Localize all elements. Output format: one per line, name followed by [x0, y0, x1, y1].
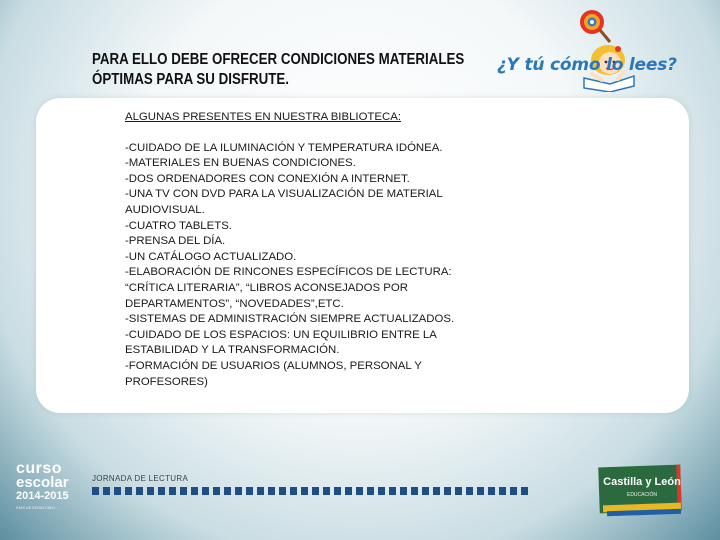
facilities-list — [125, 141, 485, 391]
list-item: -PRENSA DEL DÍA. — [125, 235, 226, 248]
school-year-logo-years: 2014-2015 — [16, 490, 69, 502]
school-year-logo-small: KMKUEGRADOMO... — [16, 505, 60, 510]
school-year-logo — [16, 462, 76, 513]
list-item: -ELABORACIÓN DE RINCONES ESPECÍFICOS DE LECTURA: “CRÍTICA LITERARIA”, “LIBROS ACONSEJADOS POR DEPARTAMENTOS”, “NOVEDADES”,ETC. — [125, 266, 452, 310]
slide-title-line-2: ÓPTIMAS PARA SU DISFRUTE. — [92, 71, 290, 88]
list-item: -CUIDADO DE LOS ESPACIOS: UN EQUILIBRIO ENTRE LA ESTABILIDAD Y LA TRANSFORMACIÓN. — [125, 328, 437, 357]
tagline: ¿Y tú cómo lo lees? — [497, 55, 677, 75]
girl-reading-mascot-icon — [574, 6, 636, 92]
footer-dash-bar — [92, 487, 528, 495]
list-item: -DOS ORDENADORES CON CONEXIÓN A INTERNET. — [125, 172, 410, 185]
slide-title — [92, 50, 465, 90]
list-item: -CUIDADO DE LA ILUMINACIÓN Y TEMPERATURA IDÓNEA. — [125, 141, 443, 154]
badge-title: Castilla y León — [603, 476, 681, 488]
list-item: -SISTEMAS DE ADMINISTRACIÓN SIEMPRE ACTUALIZADOS. — [125, 313, 455, 326]
list-item: -CUATRO TABLETS. — [125, 219, 232, 232]
list-item: -FORMACIÓN DE USUARIOS (ALUMNOS, PERSONAL Y PROFESORES) — [125, 359, 422, 388]
library-subheading: ALGUNAS PRESENTES EN NUESTRA BIBLIOTECA: — [125, 111, 401, 123]
badge-subtitle: EDUCACIÓN — [626, 492, 657, 498]
list-item: -UN CATÁLOGO ACTUALIZADO. — [125, 250, 297, 263]
list-item: -UNA TV CON DVD PARA LA VISUALIZACIÓN DE MATERIAL AUDIOVISUAL. — [125, 188, 443, 216]
content-body — [125, 110, 485, 390]
school-year-logo-line2: escolar — [16, 474, 69, 491]
school-year-logo-line1: curso — [16, 460, 63, 477]
list-item: -MATERIALES EN BUENAS CONDICIONES. — [125, 157, 356, 170]
castilla-y-leon-badge — [593, 460, 681, 520]
footer-label: JORNADA DE LECTURA — [92, 474, 189, 483]
slide-title-line-1: PARA ELLO DEBE OFRECER CONDICIONES MATERIALES — [92, 51, 465, 68]
